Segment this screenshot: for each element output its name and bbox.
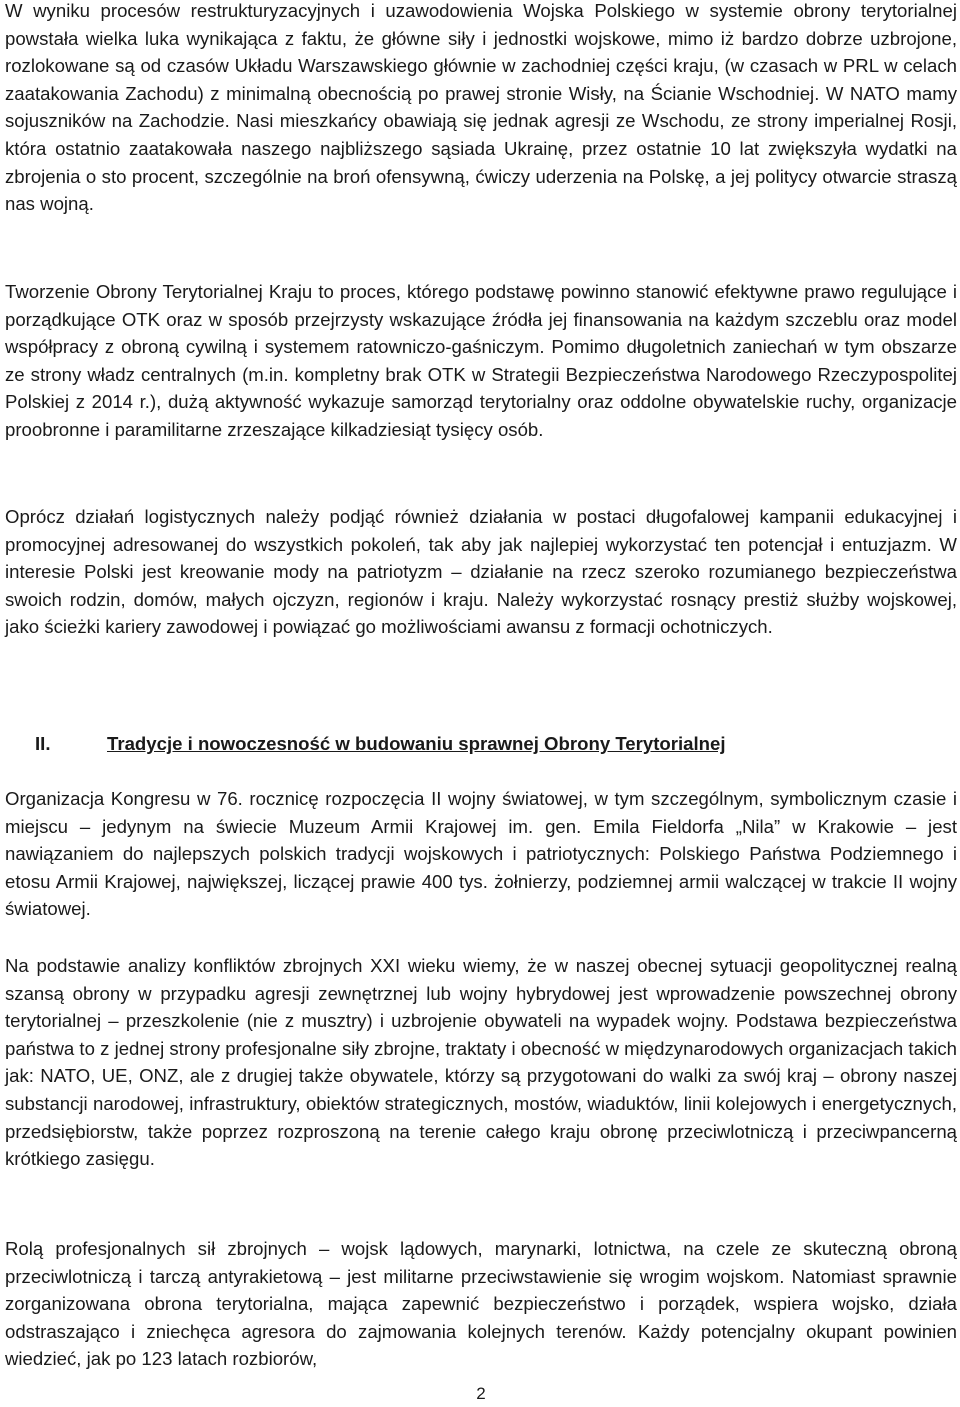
section-title: Tradycje i nowoczesność w budowaniu sprawnej Obrony Terytorialnej <box>107 733 726 754</box>
paragraph-conflict-analysis: Na podstawie analizy konfliktów zbrojnych XXI wieku wiemy, że w naszej obecnej sytuacji geopolitycznej realną szansą obrony w przypadku agresji zewnętrznej lub wojny hybrydowej jest wprowadzenie powszechnej obrony terytorialnej – przeszkolenie (nie z musztry) i uzbrojenie obywateli na wypadek wojny. Podstawa bezpieczeństwa państwa to z jednej strony profesjonalne siły zbrojne, traktaty i obecność w międzynarodowych organizacjach takich jak: NATO, UE, ONZ, ale z drugiej także obywatele, którzy są przygotowani do walki za swój kraj – obrony naszej substancji narodowej, infrastruktury, obiektów strategicznych, mostów, wiaduktów, linii kolejowych i energetycznych, przedsiębiorstw, także poprzez rozproszoną na terenie całego kraju obronę przeciwlotniczą i przeciwpancerną krótkiego zasięgu. <box>5 955 957 1170</box>
paragraph-otk-law: Tworzenie Obrony Terytorialnej Kraju to proces, którego podstawę powinno stanowić efektywne prawo regulujące i porządkujące OTK oraz w sposób przejrzysty wskazujące źródła jej finansowania na każdym szczeblu oraz model współpracy z obroną cywilną i systemem ratowniczo-gaśniczym. Pomimo długoletnich zaniechań w tym obszarze ze strony władz centralnych (m.in. kompletny brak OTK w Strategii Bezpieczeństwa Narodowego Rzeczypospolitej Polskiej z 2014 r.), dużą aktywność wykazuje samorząd terytorialny oraz oddolne obywatelskie ruchy, organizacje proobronne i paramilitarne zrzeszające kilkadziesiąt tysięcy osób. <box>5 281 957 440</box>
paragraph-congress: Organizacja Kongresu w 76. rocznicę rozpoczęcia II wojny światowej, w tym szczególnym, symbolicznym czasie i miejscu – jedynym na świecie Muzeum Armii Krajowej im. gen. Emila Fieldorfa „Nila” w Krakowie – jest nawiązaniem do najlepszych polskich tradycji wojskowych i patriotycznych: Polskiego Państwa Podziemnego i etosu Armii Krajowej, największej, liczącej prawie 400 tys. żołnierzy, podziemnej armii walczącej w trakcie II wojny światowej. <box>5 788 957 920</box>
section-number: II. <box>35 733 51 754</box>
paragraph-armed-forces-role: Rolą profesjonalnych sił zbrojnych – wojsk lądowych, marynarki, lotnictwa, na czele ze skuteczną obroną przeciwlotniczą i tarczą antyrakietową – jest militarne przeciwstawienie się wrogim wojskom. Natomiast sprawnie zorganizowana obrona terytorialna, mająca zapewnić bezpieczeństwo i porządek, wspiera wojsko, działa odstraszająco i zniechęca agresora do zajmowania kolejnych terenów. Każdy potencjalny okupant powinien wiedzieć, jak po 123 latach rozbiorów, <box>5 1238 957 1370</box>
document-page <box>5 0 957 1407</box>
page-number: 2 <box>476 1384 486 1403</box>
paragraph-education-campaign: Oprócz działań logistycznych należy podjąć również działania w postaci długofalowej kampanii edukacyjnej i promocyjnej adresowanej do wszystkich pokoleń, tak aby jak najlepiej wykorzystać ten potencjał i entuzjazm. W interesie Polski jest kreowanie mody na patriotyzm – działanie na rzecz szeroko rozumianego bezpieczeństwa swoich rodzin, domów, małych ojczyzn, regionów i kraju. Należy wykorzystać rosnący prestiż służby wojskowej, jako ścieżki kariery zawodowej i powiązać go możliwościami awansu z formacji ochotniczych. <box>5 506 957 638</box>
paragraph-restructuring: W wyniku procesów restrukturyzacyjnych i uzawodowienia Wojska Polskiego w systemie obrony terytorialnej powstała wielka luka wynikająca z faktu, że główne siły i jednostki wojskowe, mimo iż bardzo dobrze uzbrojone, rozlokowane są od czasów Układu Warszawskiego głównie w zachodniej części kraju, (w czasach w PRL w celach zaatakowania Zachodu) z minimalną obecnością po prawej stronie Wisły, na Ścianie Wschodniej. W NATO mamy sojuszników na Zachodzie. Nasi mieszkańcy obawiają się jednak agresji ze Wschodu, ze strony imperialnej Rosji, która ostatnio zaatakowała naszego najbliższego sąsiada Ukrainę, przez ostatnie 10 lat zwiększyła wydatki na zbrojenia o sto procent, szczególnie na broń ofensywną, ćwiczy uderzenia na Polskę, a jej politycy otwarcie straszą nas wojną. <box>5 0 957 215</box>
